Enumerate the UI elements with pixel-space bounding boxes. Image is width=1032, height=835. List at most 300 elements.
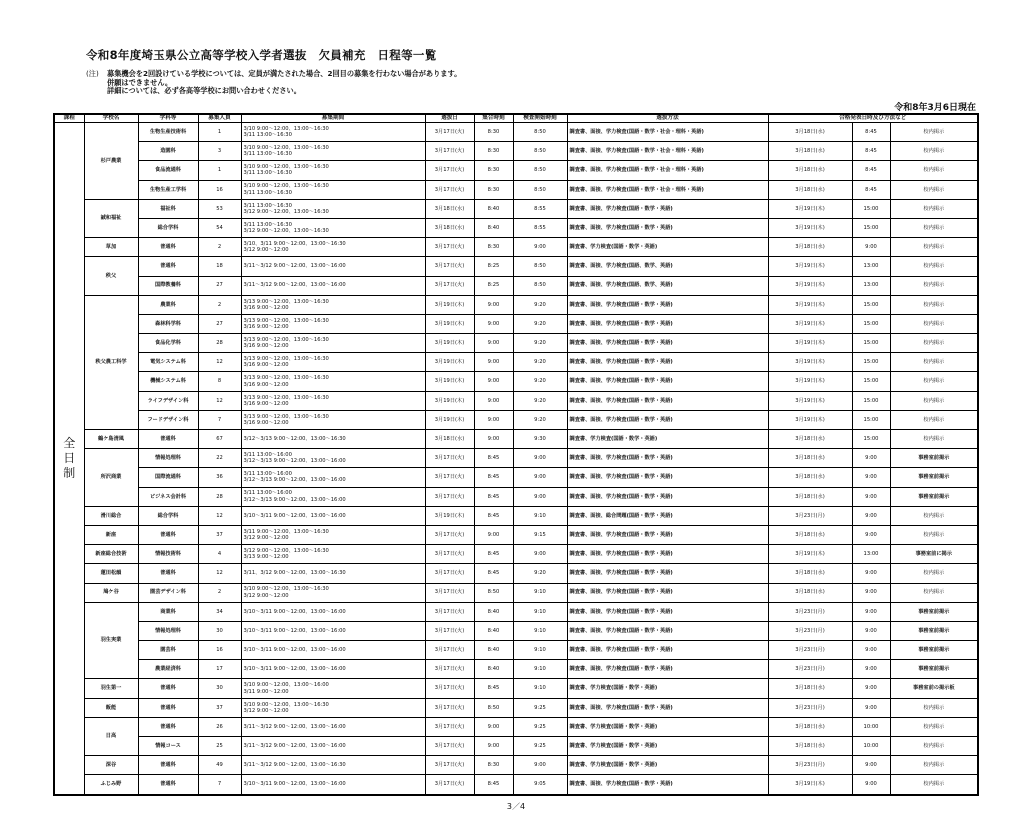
application-period: [241, 353, 425, 372]
note-line: 併願はできません。: [107, 77, 173, 87]
start-time: 9:00: [513, 238, 567, 257]
period-line-1: 3/13 9:00～12:00、13:00～16:30: [243, 394, 329, 401]
period-line-1: 3/13 9:00～12:00、13:00～16:30: [243, 298, 329, 305]
exam-date: 3月18日(水): [425, 430, 474, 449]
capacity: 16: [198, 641, 241, 660]
table-row: [54, 353, 978, 372]
announce-method: 校内掲示: [890, 334, 978, 353]
assembly-time: 8:30: [474, 123, 513, 142]
announce-method: 校内掲示: [890, 717, 978, 736]
capacity: 2: [198, 583, 241, 602]
assembly-time: 8:45: [474, 564, 513, 583]
assembly-time: 8:40: [474, 218, 513, 237]
selection-method: 調査書、面接、学力検査(国語・数学・英語): [567, 199, 768, 218]
capacity: 18: [198, 257, 241, 276]
start-time: 9:00: [513, 449, 567, 468]
capacity: 36: [198, 468, 241, 487]
period-line-2: 3/12 9:00～12:00: [243, 592, 289, 599]
period-line-1: 3/11 13:00～16:00: [243, 452, 292, 459]
announce-time: 15:00: [852, 391, 890, 410]
selection-method: 調査書、面接、学力検査(国語、数学、英語): [567, 276, 768, 295]
department: 生物生産工学科: [138, 180, 198, 199]
exam-date: 3月17日(火): [425, 276, 474, 295]
announce-time: 15:00: [852, 199, 890, 218]
note-line: 募集機会を2回設けている学校については、定員が満たされた場合、2回目の募集を行わない場合があります。: [107, 69, 462, 78]
start-time: 9:20: [513, 353, 567, 372]
selection-method: 調査書、学力検査(国語・数学・英語): [567, 756, 768, 775]
exam-date: 3月17日(火): [425, 468, 474, 487]
announce-time: 13:00: [852, 257, 890, 276]
application-period: [241, 468, 425, 487]
start-time: 9:20: [513, 314, 567, 333]
announce-date: 3月19日(木): [768, 218, 852, 237]
announce-method: 校内掲示: [890, 698, 978, 717]
period-line-1: 3/11～3/12 9:00～12:00、13:00～16:00: [243, 723, 346, 730]
announce-method: 校内掲示: [890, 238, 978, 257]
assembly-time: 9:00: [474, 737, 513, 756]
table-row: [54, 545, 978, 564]
period-line-1: 3/10 9:00～12:00、13:00～16:30: [243, 586, 329, 593]
capacity: 17: [198, 660, 241, 679]
table-row: [54, 679, 978, 698]
assembly-time: 8:40: [474, 602, 513, 621]
table-row: [54, 238, 978, 257]
period-line-1: 3/11、3/12 9:00～12:00、13:00～16:30: [243, 570, 346, 577]
period-line-1: 3/10～3/11 9:00～12:00、13:00～16:00: [243, 627, 346, 634]
table-row: [54, 564, 978, 583]
capacity: 30: [198, 679, 241, 698]
start-time: 9:15: [513, 525, 567, 544]
start-time: 9:20: [513, 372, 567, 391]
selection-method: 調査書、学力検査(国語・数学・英語): [567, 238, 768, 257]
capacity: 37: [198, 525, 241, 544]
table-row: [54, 123, 978, 142]
department: 情報処理科: [138, 621, 198, 640]
selection-method: 調査書、面接、学力検査(国語・数学・英語): [567, 295, 768, 314]
table-row: [54, 180, 978, 199]
assembly-time: 8:45: [474, 468, 513, 487]
notes: [86, 70, 461, 96]
selection-method: 調査書、学力検査(国語・数学・英語): [567, 430, 768, 449]
school-name: 飯能: [84, 698, 138, 717]
announce-date: 3月18日(水): [768, 717, 852, 736]
table-row: [54, 468, 978, 487]
header-period: 募集期間: [241, 114, 425, 123]
department: 情報処理科: [138, 449, 198, 468]
announce-method: 事務室前掲示: [890, 487, 978, 506]
header-exam-date: 選抜日: [425, 114, 474, 123]
capacity: 28: [198, 334, 241, 353]
department: 食品化学科: [138, 334, 198, 353]
department: 生物生産技術科: [138, 123, 198, 142]
selection-method: 調査書、面接、学力検査(国語・数学・社会・理科・英語): [567, 161, 768, 180]
announce-time: 9:00: [852, 506, 890, 525]
application-period: [241, 641, 425, 660]
table-row: [54, 621, 978, 640]
period-line-2: 3/12 9:00～12:00: [243, 247, 289, 254]
announce-method: 事務室前掲示: [890, 660, 978, 679]
period-line-1: 3/13 9:00～12:00、13:00～16:30: [243, 356, 329, 363]
application-period: [241, 487, 425, 506]
application-period: [241, 334, 425, 353]
start-time: 9:00: [513, 756, 567, 775]
school-name: 鳩ケ谷: [84, 583, 138, 602]
announce-date: 3月19日(木): [768, 199, 852, 218]
start-time: 9:25: [513, 698, 567, 717]
exam-date: 3月17日(火): [425, 142, 474, 161]
announce-date: 3月23日(月): [768, 698, 852, 717]
table-row: [54, 525, 978, 544]
school-name: 新座総合技術: [84, 545, 138, 564]
capacity: 12: [198, 353, 241, 372]
period-line-2: 3/13 9:00～12:00: [243, 554, 289, 561]
start-time: 8:50: [513, 161, 567, 180]
announce-time: 9:00: [852, 468, 890, 487]
exam-date: 3月17日(火): [425, 602, 474, 621]
application-period: [241, 142, 425, 161]
announce-time: 9:00: [852, 621, 890, 640]
announce-method: 校内掲示: [890, 737, 978, 756]
capacity: 37: [198, 698, 241, 717]
exam-date: 3月19日(木): [425, 506, 474, 525]
capacity: 25: [198, 737, 241, 756]
exam-date: 3月19日(木): [425, 295, 474, 314]
selection-method: 調査書、面接、学力検査(国語・数学・英語): [567, 468, 768, 487]
announce-time: 10:00: [852, 717, 890, 736]
announce-date: 3月19日(木): [768, 314, 852, 333]
period-line-2: 3/11 13:00～16:30: [243, 170, 292, 177]
exam-date: 3月17日(火): [425, 679, 474, 698]
start-time: 8:50: [513, 276, 567, 295]
table-body: [54, 123, 978, 795]
period-line-1: 3/11～3/12 9:00～12:00、13:00～16:00: [243, 263, 346, 270]
assembly-time: 8:45: [474, 545, 513, 564]
assembly-time: 8:30: [474, 238, 513, 257]
table-row: [54, 430, 978, 449]
announce-method: 校内掲示: [890, 218, 978, 237]
announce-date: 3月23日(月): [768, 506, 852, 525]
start-time: 8:55: [513, 199, 567, 218]
capacity: 28: [198, 487, 241, 506]
note-line: 詳細については、必ず各高等学校にお問い合わせください。: [107, 86, 301, 96]
capacity: 4: [198, 545, 241, 564]
notes-label: (注): [86, 69, 99, 78]
assembly-time: 8:45: [474, 775, 513, 795]
application-period: [241, 123, 425, 142]
assembly-time: 8:25: [474, 257, 513, 276]
selection-method: 調査書、面接、学力検査(国語・数学・英語): [567, 487, 768, 506]
period-line-2: 3/16 9:00～12:00: [243, 381, 289, 388]
announce-date: 3月18日(水): [768, 564, 852, 583]
capacity: 67: [198, 430, 241, 449]
application-period: [241, 372, 425, 391]
announce-time: 9:00: [852, 756, 890, 775]
period-line-1: 3/13 9:00～12:00、13:00～16:30: [243, 413, 329, 420]
department: 普通科: [138, 564, 198, 583]
selection-method: 調査書、学力検査(国語・数学・英語): [567, 737, 768, 756]
capacity: 27: [198, 276, 241, 295]
period-line-2: 3/16 9:00～12:00: [243, 400, 289, 407]
announce-time: 9:00: [852, 583, 890, 602]
announce-date: 3月23日(月): [768, 660, 852, 679]
table-row: [54, 717, 978, 736]
announce-time: 10:00: [852, 737, 890, 756]
table-row: [54, 199, 978, 218]
exam-date: 3月17日(火): [425, 123, 474, 142]
capacity: 2: [198, 238, 241, 257]
table-row: [54, 602, 978, 621]
announce-time: 15:00: [852, 353, 890, 372]
department: 園芸科: [138, 641, 198, 660]
course-cell: [54, 123, 84, 795]
department: 食品流通科: [138, 161, 198, 180]
table-row: [54, 372, 978, 391]
capacity: 22: [198, 449, 241, 468]
assembly-time: 8:40: [474, 621, 513, 640]
header-method: 選抜方法: [567, 114, 768, 123]
announce-date: 3月23日(月): [768, 602, 852, 621]
start-time: 9:00: [513, 468, 567, 487]
period-line-1: 3/10、3/11 9:00～12:00、13:00～16:30: [243, 241, 346, 248]
announce-date: 3月18日(水): [768, 430, 852, 449]
start-time: 8:50: [513, 180, 567, 199]
assembly-time: 8:40: [474, 641, 513, 660]
selection-method: 調査書、面接、学力検査(国語、数学、英語): [567, 257, 768, 276]
exam-date: 3月17日(火): [425, 564, 474, 583]
application-period: [241, 506, 425, 525]
start-time: 9:00: [513, 487, 567, 506]
announce-date: 3月19日(木): [768, 276, 852, 295]
department: 園芸デザイン科: [138, 583, 198, 602]
assembly-time: 9:00: [474, 353, 513, 372]
selection-method: 調査書、面接、学力検査(国語・数学・英語): [567, 621, 768, 640]
period-line-1: 3/10 9:00～12:00、13:00～16:30: [243, 701, 329, 708]
period-line-2: 3/11 13:00～16:30: [243, 132, 292, 139]
announce-time: 9:00: [852, 487, 890, 506]
announce-time: 9:00: [852, 449, 890, 468]
capacity: 49: [198, 756, 241, 775]
application-period: [241, 410, 425, 429]
period-line-2: 3/11 13:00～16:30: [243, 151, 292, 158]
assembly-time: 8:30: [474, 161, 513, 180]
table-row: [54, 449, 978, 468]
selection-method: 調査書、面接、学力検査(国語・数学・英語): [567, 218, 768, 237]
period-line-2: 3/12～3/13 9:00～12:00、13:00～16:00: [243, 458, 346, 465]
table-row: [54, 218, 978, 237]
selection-method: 調査書、面接、学力検査(国語・数学・社会・理科・英語): [567, 142, 768, 161]
announce-time: 15:00: [852, 410, 890, 429]
department: 国際流通科: [138, 468, 198, 487]
application-period: [241, 698, 425, 717]
table-row: [54, 775, 978, 795]
header-dept: 学科等: [138, 114, 198, 123]
announce-date: 3月19日(木): [768, 334, 852, 353]
selection-method: 調査書、面接、学力検査(国語・数学・英語): [567, 775, 768, 795]
announce-method: 事務室前掲示: [890, 468, 978, 487]
announce-method: 校内掲示: [890, 257, 978, 276]
announce-date: 3月23日(月): [768, 756, 852, 775]
announce-time: 9:00: [852, 775, 890, 795]
exam-date: 3月17日(火): [425, 698, 474, 717]
page-number: 3／4: [506, 802, 526, 811]
capacity: 1: [198, 161, 241, 180]
announce-method: 校内掲示: [890, 775, 978, 795]
as-of-date: 令和8年3月6日現在: [894, 103, 976, 113]
announce-method: 校内掲示: [890, 756, 978, 775]
exam-date: 3月17日(火): [425, 737, 474, 756]
department: 情報コース: [138, 737, 198, 756]
assembly-time: 8:45: [474, 679, 513, 698]
announce-time: 9:00: [852, 698, 890, 717]
selection-method: 調査書、面接、学力検査(国語・数学・英語): [567, 372, 768, 391]
capacity: 8: [198, 372, 241, 391]
department: 造園科: [138, 142, 198, 161]
announce-time: 8:45: [852, 180, 890, 199]
school-name: 新座: [84, 525, 138, 544]
department: 普通科: [138, 238, 198, 257]
assembly-time: 9:00: [474, 314, 513, 333]
document-title: 令和8年度埼玉県公立高等学校入学者選抜 欠員補充 日程等一覧: [86, 48, 437, 62]
announce-time: 9:00: [852, 525, 890, 544]
period-line-2: 3/12 9:00～12:00、13:00～16:30: [243, 208, 329, 215]
exam-date: 3月19日(木): [425, 410, 474, 429]
table-row: [54, 698, 978, 717]
period-line-1: 3/11 13:00～16:30: [243, 202, 292, 209]
assembly-time: 8:45: [474, 506, 513, 525]
department: 普通科: [138, 775, 198, 795]
announce-method: 事務室前掲示: [890, 449, 978, 468]
selection-method: 調査書、面接、学力検査(国語・数学・英語): [567, 660, 768, 679]
announce-date: 3月19日(木): [768, 372, 852, 391]
assembly-time: 8:30: [474, 142, 513, 161]
period-line-1: 3/13 9:00～12:00、13:00～16:30: [243, 375, 329, 382]
announce-date: 3月18日(水): [768, 142, 852, 161]
selection-method: 調査書、面接、学力検査(国語・数学・社会・理科・英語): [567, 180, 768, 199]
start-time: 9:10: [513, 679, 567, 698]
start-time: 9:10: [513, 660, 567, 679]
selection-method: 調査書、面接、総合問題(国語・数学・英語): [567, 506, 768, 525]
start-time: 8:50: [513, 257, 567, 276]
announce-time: 8:45: [852, 161, 890, 180]
department: 機械システム科: [138, 372, 198, 391]
table-row: [54, 391, 978, 410]
assembly-time: 8:45: [474, 487, 513, 506]
period-line-2: 3/12～3/13 9:00～12:00、13:00～16:00: [243, 496, 346, 503]
application-period: [241, 525, 425, 544]
exam-date: 3月17日(火): [425, 161, 474, 180]
school-name: 誠和福祉: [84, 199, 138, 237]
department: 総合学科: [138, 218, 198, 237]
selection-method: 調査書、面接、学力検査(国語・数学・英語): [567, 583, 768, 602]
announce-time: 15:00: [852, 334, 890, 353]
application-period: [241, 775, 425, 795]
header-capacity: 募集人員: [198, 114, 241, 123]
announce-date: 3月18日(水): [768, 161, 852, 180]
selection-method: 調査書、面接、学力検査(国語・数学・社会・理科・英語): [567, 123, 768, 142]
announce-method: 校内掲示: [890, 314, 978, 333]
announce-date: 3月23日(月): [768, 621, 852, 640]
selection-method: 調査書、面接、学力検査(国語・数学・英語): [567, 602, 768, 621]
exam-date: 3月17日(火): [425, 180, 474, 199]
application-period: [241, 276, 425, 295]
assembly-time: 9:00: [474, 410, 513, 429]
exam-date: 3月17日(火): [425, 717, 474, 736]
start-time: 9:20: [513, 334, 567, 353]
announce-method: 校内掲示: [890, 353, 978, 372]
table-row: [54, 142, 978, 161]
start-time: 9:20: [513, 295, 567, 314]
period-line-1: 3/10～3/11 9:00～12:00、13:00～16:00: [243, 647, 346, 654]
capacity: 53: [198, 199, 241, 218]
table-row: [54, 660, 978, 679]
application-period: [241, 564, 425, 583]
period-line-2: 3/12～3/13 9:00～12:00、13:00～16:00: [243, 477, 346, 484]
assembly-time: 9:00: [474, 717, 513, 736]
table-row: [54, 487, 978, 506]
announce-date: 3月18日(水): [768, 449, 852, 468]
period-line-1: 3/11～3/12 9:00～12:00、13:00～16:00: [243, 282, 346, 289]
capacity: 3: [198, 142, 241, 161]
application-period: [241, 391, 425, 410]
application-period: [241, 621, 425, 640]
announce-time: 8:45: [852, 123, 890, 142]
table-row: [54, 334, 978, 353]
exam-date: 3月17日(火): [425, 583, 474, 602]
school-name: 日高: [84, 717, 138, 755]
period-line-2: 3/16 9:00～12:00: [243, 362, 289, 369]
announce-method: 校内掲示: [890, 161, 978, 180]
exam-date: 3月17日(火): [425, 545, 474, 564]
capacity: 12: [198, 391, 241, 410]
announce-time: 13:00: [852, 545, 890, 564]
start-time: 8:50: [513, 123, 567, 142]
department: 普通科: [138, 756, 198, 775]
start-time: 8:55: [513, 218, 567, 237]
department: 農業経済科: [138, 660, 198, 679]
announce-time: 9:00: [852, 602, 890, 621]
period-line-2: 3/11 13:00～16:30: [243, 189, 292, 196]
capacity: 1: [198, 123, 241, 142]
selection-method: 調査書、面接、学力検査(国語・数学・英語): [567, 334, 768, 353]
start-time: 9:10: [513, 621, 567, 640]
schedule-table: [53, 113, 979, 796]
header-announce: 合格発表日時及び方法など: [768, 114, 978, 123]
announce-time: 9:00: [852, 564, 890, 583]
department: 総合学科: [138, 506, 198, 525]
department: ライフデザイン科: [138, 391, 198, 410]
exam-date: 3月19日(木): [425, 391, 474, 410]
selection-method: 調査書、面接、学力検査(国語・数学・英語): [567, 449, 768, 468]
assembly-time: 8:45: [474, 449, 513, 468]
assembly-time: 8:40: [474, 199, 513, 218]
capacity: 34: [198, 602, 241, 621]
start-time: 9:20: [513, 564, 567, 583]
department: 国際教養科: [138, 276, 198, 295]
school-name: 所沢商業: [84, 449, 138, 507]
period-line-1: 3/11 13:00～16:00: [243, 471, 292, 478]
period-line-1: 3/11～3/12 9:00～12:00、13:00～16:00: [243, 742, 346, 749]
exam-date: 3月17日(火): [425, 525, 474, 544]
exam-date: 3月17日(火): [425, 238, 474, 257]
announce-date: 3月19日(木): [768, 295, 852, 314]
exam-date: 3月17日(火): [425, 621, 474, 640]
announce-date: 3月19日(木): [768, 545, 852, 564]
exam-date: 3月19日(木): [425, 372, 474, 391]
period-line-1: 3/10 9:00～12:00、13:00～16:30: [243, 164, 329, 171]
department: 電気システム科: [138, 353, 198, 372]
assembly-time: 9:00: [474, 295, 513, 314]
announce-method: 事務室前掲示: [890, 641, 978, 660]
